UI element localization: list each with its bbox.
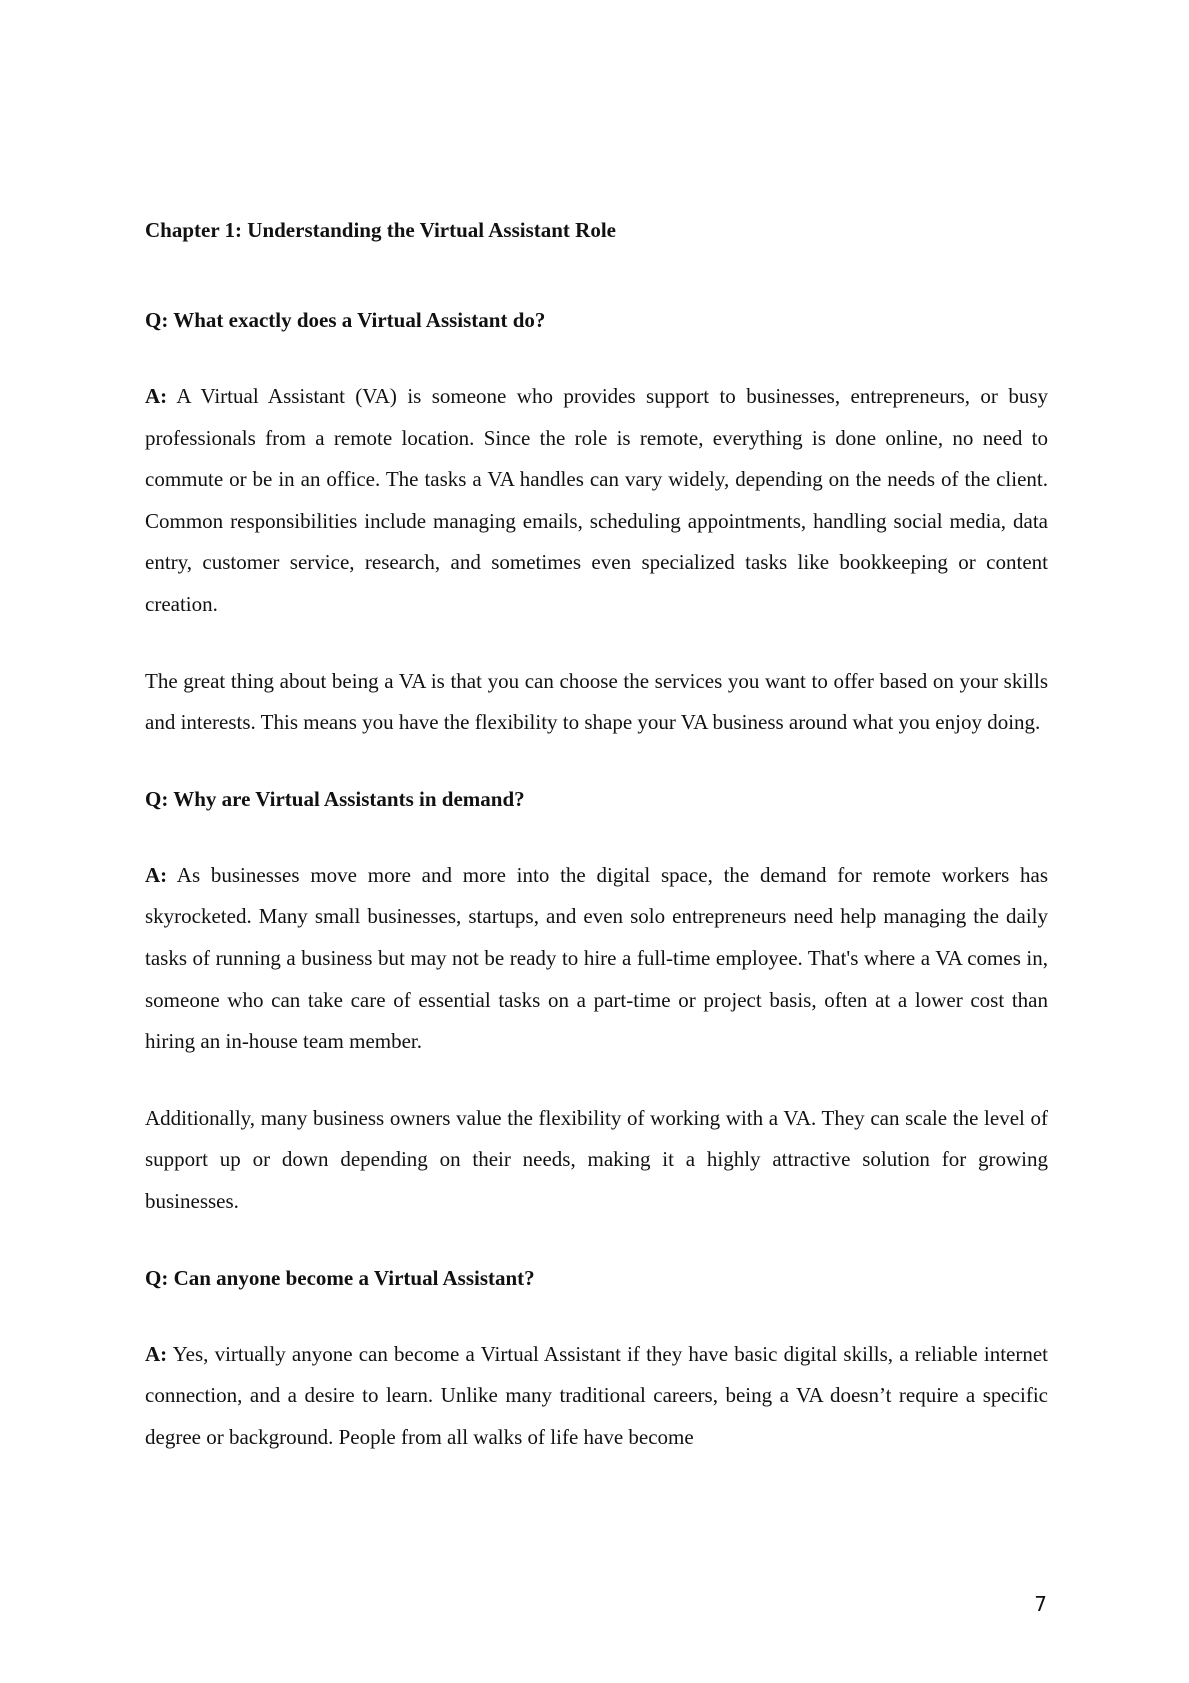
answer-text: Yes, virtually anyone can become a Virtual Assistant if they have basic digital skills, a reliable internet connection, and a desire to learn. Unlike many traditional careers, being a VA doesn’t require a specific degree or background. People from all walks of life have become (145, 1341, 1048, 1449)
answer-label: A: (145, 862, 168, 887)
answer-text: As businesses move more and more into the digital space, the demand for remote workers has skyrocketed. Many small businesses, startups, and even solo entrepreneurs need help managing the daily tasks of running a business but may not be ready to hire a full-time employee. That's where a VA comes in, someone who can take care of essential tasks on a part-time or project basis, often at a lower cost than hiring an in-house team member. (145, 862, 1048, 1054)
answer-paragraph (145, 1334, 1048, 1459)
body-paragraph: Additionally, many business owners value the flexibility of working with a VA. They can scale the level of support up or down depending on their needs, making it a highly attractive solution for growing businesses. (145, 1105, 1048, 1213)
question-heading: Q: Can anyone become a Virtual Assistant? (145, 1265, 535, 1290)
question-heading: Q: What exactly does a Virtual Assistant do? (145, 308, 546, 332)
chapter-title: Chapter 1: Understanding the Virtual Assistant Role (145, 218, 616, 242)
answer-paragraph (145, 855, 1048, 1063)
answer-paragraph (145, 376, 1048, 626)
answer-label: A: (145, 1341, 168, 1366)
question-heading: Q: Why are Virtual Assistants in demand? (145, 786, 525, 811)
answer-text: A Virtual Assistant (VA) is someone who provides support to businesses, entrepreneurs, or busy professionals from a remote location. Since the role is remote, everything is done online, no need to commute or be in an office. The tasks a VA handles can vary widely, depending on the needs of the client. Common responsibilities include managing emails, scheduling appointments, handling social media, data entry, customer service, research, and sometimes even specialized tasks like bookkeeping or content creation. (145, 384, 1048, 616)
body-paragraph: The great thing about being a VA is that you can choose the services you want to offer based on your skills and interests. This means you have the flexibility to shape your VA business around what you enjoy doing. (145, 668, 1048, 735)
page-number: 7 (1034, 1592, 1047, 1616)
page-content (145, 210, 1048, 1458)
answer-label: A: (145, 384, 168, 408)
